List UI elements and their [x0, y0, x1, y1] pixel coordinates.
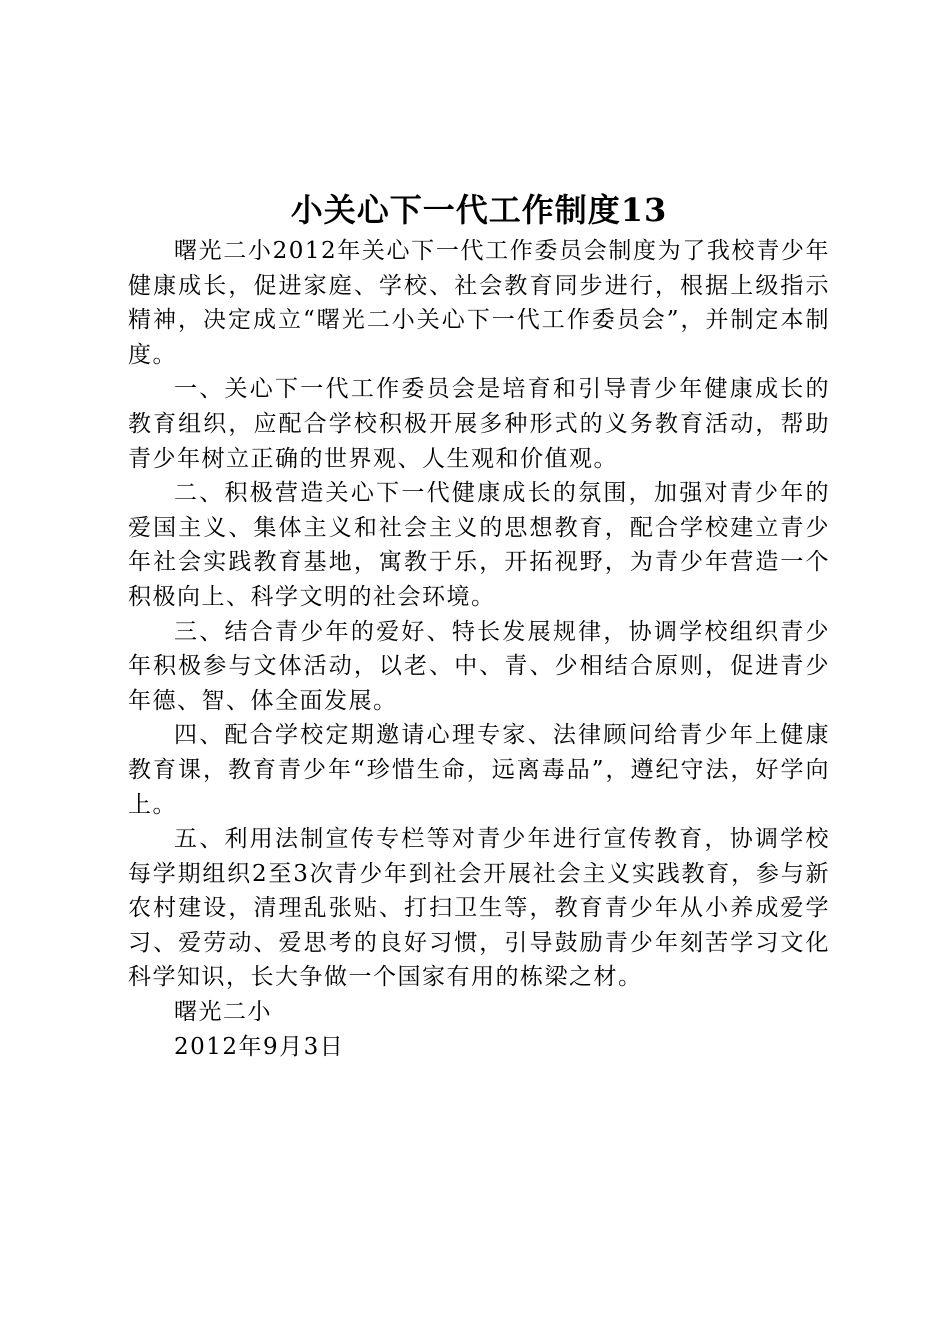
signature: 曙光二小 — [174, 999, 272, 1026]
paragraph-item-4: 四、配合学校定期邀请心理专家、法律顾问给青少年上健康教育课，教育青少年“珍惜生命，远离毒品”，遵纪守法，好学向上。 — [128, 722, 830, 818]
paragraph-item-5: 五、利用法制宣传专栏等对青少年进行宣传教育，协调学校每学期组织2至3次青少年到社会开展社会主义实践教育，参与新农村建设，清理乱张贴、打扫卫生等，教育青少年从小养成爱学习、爱劳动、爱思考的良好习惯，引导鼓励青少年刻苦学习文化科学知识，长大争做一个国家有用的栋梁之材。 — [128, 826, 830, 991]
date: 2012年9月3日 — [174, 1033, 345, 1060]
paragraph-item-1: 一、关心下一代工作委员会是培育和引导青少年健康成长的教育组织，应配合学校积极开展多种形式的义务教育活动，帮助青少年树立正确的世界观、人生观和价值观。 — [128, 376, 830, 472]
document-title: 小关心下一代工作制度13 — [290, 191, 668, 229]
document-page — [128, 186, 830, 1064]
paragraph-item-3: 三、结合青少年的爱好、特长发展规律，协调学校组织青少年积极参与文体活动，以老、中、青、少相结合原则，促进青少年德、智、体全面发展。 — [128, 618, 830, 714]
paragraph-intro: 曙光二小2012年关心下一代工作委员会制度为了我校青少年健康成长，促进家庭、学校、社会教育同步进行，根据上级指示精神，决定成立“曙光二小关心下一代工作委员会”，并制定本制度。 — [128, 238, 830, 368]
paragraph-item-2: 二、积极营造关心下一代健康成长的氛围，加强对青少年的爱国主义、集体主义和社会主义的思想教育，配合学校建立青少年社会实践教育基地，寓教于乐，开拓视野，为青少年营造一个积极向上、科学文明的社会环境。 — [128, 480, 830, 610]
